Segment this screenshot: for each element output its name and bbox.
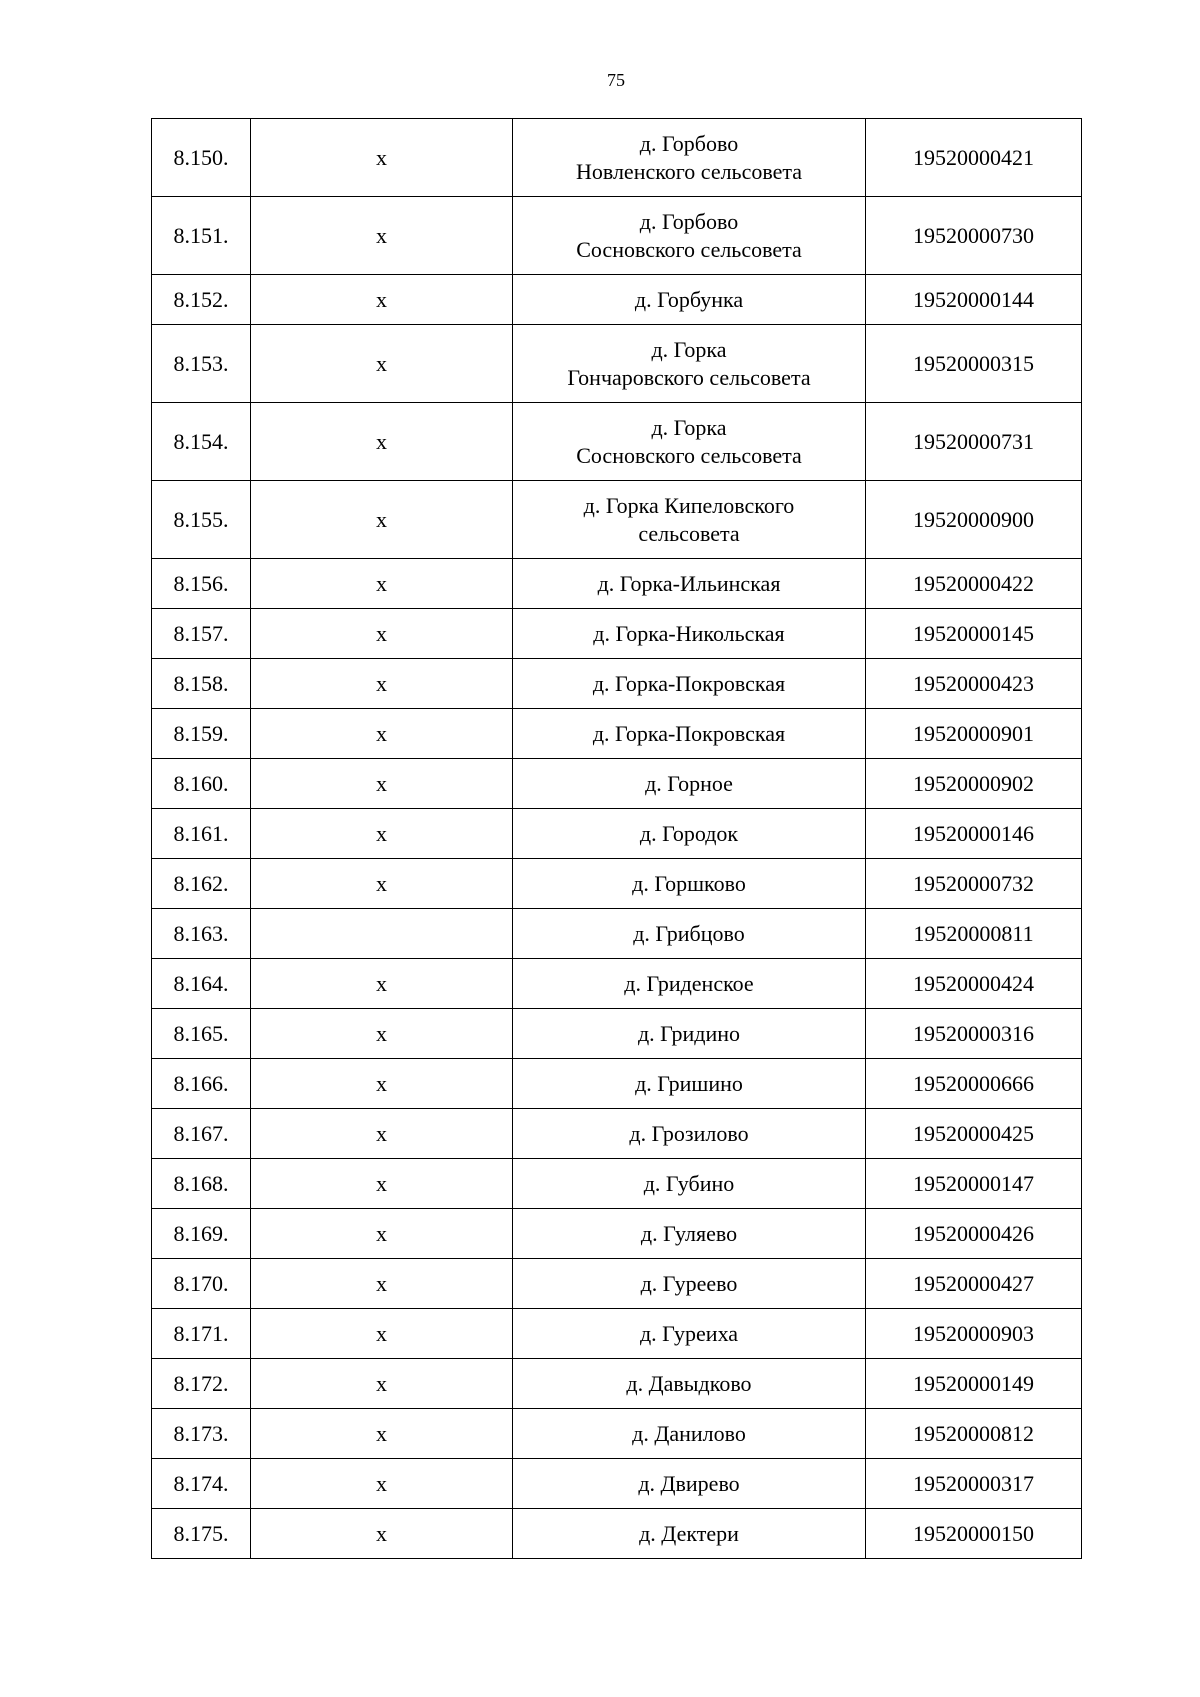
settlement-name-line: д. Двирево [638,1470,740,1496]
settlement-name-line: д. Горка-Покровская [592,720,786,746]
table-row [152,1209,1082,1259]
code-cell: 19520000317 [866,1459,1082,1509]
table-body [152,119,1082,1559]
settlement-name-line: д. Грибцово [633,920,745,946]
row-number-cell: 8.155. [152,481,251,559]
row-number-cell: 8.164. [152,959,251,1009]
code-cell: 19520000422 [866,559,1082,609]
table-row [152,1009,1082,1059]
row-number-cell: 8.154. [152,403,251,481]
code-cell: 19520000666 [866,1059,1082,1109]
row-number-cell: 8.171. [152,1309,251,1359]
table-row [152,275,1082,325]
settlement-name-line: д. Горка [651,336,727,362]
code-cell: 19520000812 [866,1409,1082,1459]
mark-cell: х [251,197,513,275]
settlement-name-line: д. Гуреево [640,1270,738,1296]
mark-cell: х [251,959,513,1009]
settlement-name-cell [513,1059,866,1109]
settlement-name-line: д. Городок [639,820,739,846]
settlement-name-line: д. Горшково [632,870,746,896]
row-number-cell: 8.167. [152,1109,251,1159]
settlement-name-line: д. Дектери [639,1520,739,1546]
settlement-name-cell [513,1309,866,1359]
mark-cell: х [251,1009,513,1059]
settlement-name-cell [513,1159,866,1209]
row-number-cell: 8.173. [152,1409,251,1459]
table-row [152,1109,1082,1159]
row-number-cell: 8.150. [152,119,251,197]
mark-cell: х [251,119,513,197]
settlement-name-line: д. Губино [643,1170,735,1196]
mark-cell: х [251,809,513,859]
code-cell: 19520000147 [866,1159,1082,1209]
mark-cell: х [251,1209,513,1259]
mark-cell: х [251,481,513,559]
row-number-cell: 8.152. [152,275,251,325]
settlement-name-line: д. Горбово [639,130,739,156]
row-number-cell: 8.174. [152,1459,251,1509]
settlement-name-cell [513,959,866,1009]
settlement-name-line: д. Горбово [639,208,739,234]
settlement-name-line: д. Горное [645,770,733,796]
mark-cell: х [251,325,513,403]
code-cell: 19520000315 [866,325,1082,403]
settlement-name-cell [513,1209,866,1259]
settlement-name-cell [513,1009,866,1059]
mark-cell: х [251,1159,513,1209]
settlement-name-line: д. Горка-Ильинская [597,570,781,596]
mark-cell: х [251,609,513,659]
settlement-name-cell [513,1109,866,1159]
settlement-name-line: д. Грозилово [629,1120,749,1146]
code-cell: 19520000902 [866,759,1082,809]
row-number-cell: 8.168. [152,1159,251,1209]
settlement-name-cell [513,809,866,859]
table-row [152,709,1082,759]
settlement-name-line: д. Горка-Покровская [592,670,786,696]
settlement-name-line: д. Горка Кипеловского [583,492,795,518]
code-cell: 19520000903 [866,1309,1082,1359]
mark-cell: х [251,1459,513,1509]
mark-cell: х [251,859,513,909]
code-cell: 19520000423 [866,659,1082,709]
mark-cell: х [251,1059,513,1109]
table-row [152,659,1082,709]
settlement-name-cell [513,1359,866,1409]
table-row [152,909,1082,959]
row-number-cell: 8.163. [152,909,251,959]
table-row [152,1259,1082,1309]
row-number-cell: 8.153. [152,325,251,403]
mark-cell [251,909,513,959]
row-number-cell: 8.157. [152,609,251,659]
settlement-name-line: Новленского сельсовета [575,158,803,184]
row-number-cell: 8.166. [152,1059,251,1109]
settlement-registry-table [151,118,1082,1559]
settlement-name-cell [513,1409,866,1459]
mark-cell: х [251,559,513,609]
settlement-name-cell [513,197,866,275]
mark-cell: х [251,709,513,759]
settlement-name-cell [513,659,866,709]
code-cell: 19520000425 [866,1109,1082,1159]
row-number-cell: 8.170. [152,1259,251,1309]
table-row [152,1409,1082,1459]
settlement-name-line: Гончаровского сельсовета [567,364,811,390]
code-cell: 19520000424 [866,959,1082,1009]
mark-cell: х [251,759,513,809]
settlement-name-cell [513,1259,866,1309]
table-row [152,325,1082,403]
mark-cell: х [251,1109,513,1159]
settlement-name-cell [513,859,866,909]
table-row [152,759,1082,809]
code-cell: 19520000731 [866,403,1082,481]
settlement-name-cell [513,559,866,609]
code-cell: 19520000427 [866,1259,1082,1309]
code-cell: 19520000150 [866,1509,1082,1559]
row-number-cell: 8.162. [152,859,251,909]
mark-cell: х [251,1359,513,1409]
row-number-cell: 8.169. [152,1209,251,1259]
settlement-name-line: д. Гуляево [640,1220,738,1246]
mark-cell: х [251,1309,513,1359]
settlement-name-cell [513,119,866,197]
settlement-name-line: сельсовета [638,520,740,546]
table-row [152,1509,1082,1559]
settlement-name-cell [513,325,866,403]
row-number-cell: 8.160. [152,759,251,809]
row-number-cell: 8.159. [152,709,251,759]
row-number-cell: 8.172. [152,1359,251,1409]
code-cell: 19520000149 [866,1359,1082,1409]
row-number-cell: 8.156. [152,559,251,609]
table-row [152,197,1082,275]
table-row [152,1059,1082,1109]
code-cell: 19520000316 [866,1009,1082,1059]
code-cell: 19520000426 [866,1209,1082,1259]
settlement-name-cell [513,759,866,809]
settlement-name-cell [513,909,866,959]
table-row [152,403,1082,481]
mark-cell: х [251,1409,513,1459]
settlement-name-line: д. Данилово [632,1420,746,1446]
settlement-name-cell [513,1459,866,1509]
settlement-name-line: д. Гришино [635,1070,743,1096]
settlement-name-line: д. Гуреиха [639,1320,739,1346]
row-number-cell: 8.161. [152,809,251,859]
code-cell: 19520000145 [866,609,1082,659]
code-cell: 19520000421 [866,119,1082,197]
page-number: 75 [607,70,625,90]
settlement-name-line: д. Гридино [637,1020,741,1046]
table-row [152,481,1082,559]
settlement-name-cell [513,1509,866,1559]
mark-cell: х [251,275,513,325]
settlement-name-line: д. Давыдково [626,1370,752,1396]
settlement-name-cell [513,709,866,759]
table-row [152,1359,1082,1409]
row-number-cell: 8.175. [152,1509,251,1559]
row-number-cell: 8.158. [152,659,251,709]
settlement-name-line: д. Горка [651,414,727,440]
settlement-name-line: д. Горбунка [634,286,744,312]
code-cell: 19520000730 [866,197,1082,275]
table-row [152,559,1082,609]
settlement-name-line: Сосновского сельсовета [576,236,802,262]
table-row [152,1309,1082,1359]
code-cell: 19520000900 [866,481,1082,559]
row-number-cell: 8.165. [152,1009,251,1059]
settlement-name-line: д. Горка-Никольская [593,620,785,646]
settlement-name-cell [513,481,866,559]
table-row [152,959,1082,1009]
settlement-name-cell [513,609,866,659]
mark-cell: х [251,1509,513,1559]
code-cell: 19520000732 [866,859,1082,909]
settlement-name-cell [513,275,866,325]
table-row [152,1159,1082,1209]
mark-cell: х [251,659,513,709]
table-row [152,859,1082,909]
mark-cell: х [251,403,513,481]
settlement-name-line: Сосновского сельсовета [576,442,802,468]
code-cell: 19520000901 [866,709,1082,759]
row-number-cell: 8.151. [152,197,251,275]
settlement-name-cell [513,403,866,481]
code-cell: 19520000144 [866,275,1082,325]
table-row [152,119,1082,197]
mark-cell: х [251,1259,513,1309]
settlement-name-line: д. Гриденское [624,970,754,996]
table-row [152,1459,1082,1509]
code-cell: 19520000811 [866,909,1082,959]
code-cell: 19520000146 [866,809,1082,859]
table-row [152,609,1082,659]
table-row [152,809,1082,859]
